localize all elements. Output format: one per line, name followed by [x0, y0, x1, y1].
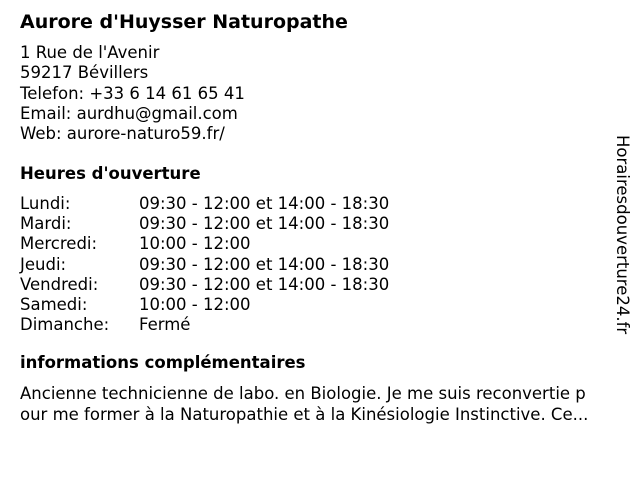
hours-row-wednesday [20, 234, 440, 254]
info-description [20, 384, 624, 425]
hours-heading: Heures d'ouverture [20, 164, 201, 183]
day-label: Samedi: [20, 294, 88, 314]
hours-row-sunday [20, 315, 440, 335]
day-label: Mercredi: [20, 234, 98, 254]
day-label: Mardi: [20, 214, 72, 234]
hours-row-saturday [20, 295, 440, 315]
time-value: 10:00 - 12:00 [139, 234, 251, 254]
address-street: 1 Rue de l'Avenir [20, 43, 160, 62]
time-value: 09:30 - 12:00 et 14:00 - 18:30 [139, 214, 390, 234]
hours-row-friday [20, 275, 440, 295]
address-city: 59217 Bévillers [20, 63, 149, 83]
time-value: 10:00 - 12:00 [139, 294, 251, 314]
info-heading: informations complémentaires [20, 353, 306, 372]
hours-table [20, 194, 440, 335]
day-label: Dimanche: [20, 315, 110, 335]
contact-block [20, 43, 245, 144]
time-value: 09:30 - 12:00 et 14:00 - 18:30 [139, 254, 390, 274]
info-line: Ancienne technicienne de labo. en Biologie. Je me suis reconvertie p [20, 384, 586, 403]
email-line: Email: aurdhu@gmail.com [20, 103, 238, 123]
hours-row-tuesday [20, 214, 440, 234]
day-label: Vendredi: [20, 274, 99, 294]
hours-row-monday [20, 194, 440, 214]
site-watermark: Horairesdouverture24.fr [613, 135, 632, 335]
time-value: 09:30 - 12:00 et 14:00 - 18:30 [139, 274, 390, 294]
day-label: Jeudi: [20, 254, 67, 274]
info-line: our me former à la Naturopathie et à la Kinésiologie Instinctive. Ce... [20, 404, 589, 424]
time-value: Fermé [139, 315, 191, 335]
hours-row-thursday [20, 255, 440, 275]
time-value: 09:30 - 12:00 et 14:00 - 18:30 [139, 194, 390, 213]
web-line: Web: aurore-naturo59.fr/ [20, 124, 225, 144]
business-title: Aurore d'Huysser Naturopathe [20, 11, 348, 33]
phone-line: Telefon: +33 6 14 61 65 41 [20, 83, 245, 103]
day-label: Lundi: [20, 194, 71, 213]
